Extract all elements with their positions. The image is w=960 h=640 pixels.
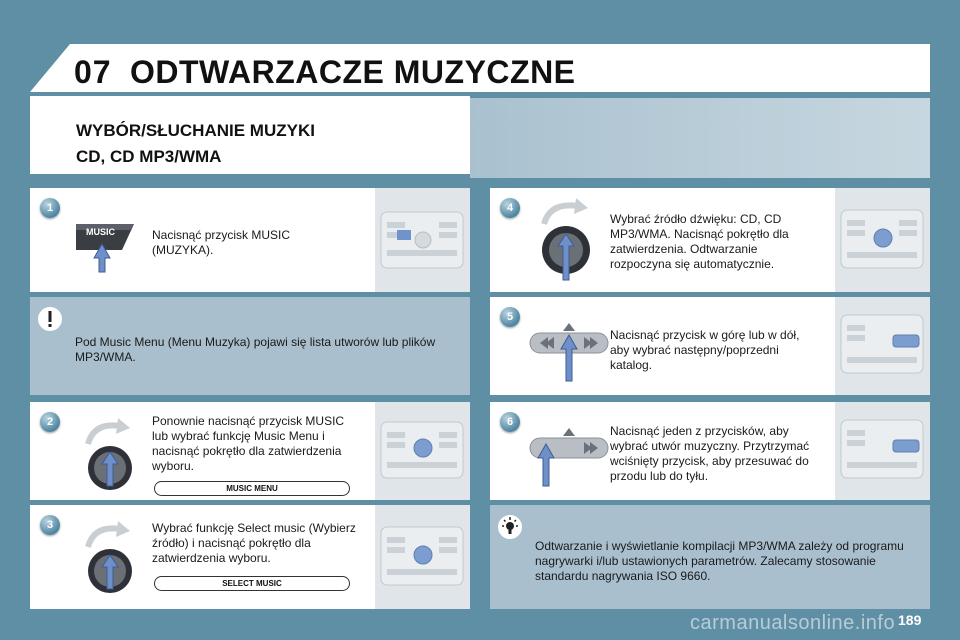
- step-6-radio-thumbnail: [835, 402, 930, 500]
- exclamation-icon: [36, 305, 64, 333]
- step-6-panel: [490, 402, 930, 500]
- rotary-knob-illustration: [80, 416, 140, 496]
- music-menu-label: MUSIC MENU: [154, 481, 350, 496]
- section-title-line2: CD, CD MP3/WMA: [76, 147, 222, 166]
- step-6-badge: 6: [500, 412, 520, 432]
- step-4-text: Wybrać źródło dźwięku: CD, CD MP3/WMA. Nacisnąć pokrętło dla zatwierdzenia. Odtwarzanie rozpoczyna się automatycznie.: [610, 212, 789, 271]
- step-2-text: Ponownie nacisnąć przycisk MUSIC lub wybrać funkcję Music Menu i nacisnąć pokrętło dla zatwierdzenia wyboru.: [152, 414, 345, 473]
- tip-note-text: Odtwarzanie i wyświetlanie kompilacji MP3/WMA zależy od programu nagrywarki i/lub ustawionych parametrów. Zalecamy stosowanie standardu nagrywania ISO 9660.: [535, 539, 904, 583]
- step-2-panel: [30, 402, 470, 500]
- step-3-panel: [30, 505, 470, 609]
- navigation-pad-illustration: [526, 424, 612, 490]
- rotary-knob-illustration: [80, 519, 140, 599]
- lightbulb-icon: [496, 513, 524, 541]
- select-music-label: SELECT MUSIC: [154, 576, 350, 591]
- tip-note-panel: [490, 505, 930, 609]
- section-title-line1: WYBÓR/SŁUCHANIE MUZYKI: [76, 121, 315, 140]
- watermark: carmanualsonline.info: [690, 612, 896, 634]
- section-title: [76, 118, 315, 170]
- header-fade: [470, 98, 930, 178]
- step-6-text: Nacisnąć jeden z przycisków, aby wybrać utwór muzyczny. Przytrzymać wciśnięty przycisk, aby przesuwać do przodu lub do tyłu.: [610, 424, 810, 483]
- step-1-text: Nacisnąć przycisk MUSIC (MUZYKA).: [152, 228, 291, 257]
- step-4-badge: 4: [500, 198, 520, 218]
- page-number: 189: [898, 612, 922, 628]
- navigation-pad-illustration: [526, 319, 612, 385]
- step-3-radio-thumbnail: [375, 505, 470, 609]
- step-1-radio-thumbnail: [375, 188, 470, 292]
- step-5-badge: 5: [500, 307, 520, 327]
- step-5-radio-thumbnail: [835, 297, 930, 395]
- step-5-panel: [490, 297, 930, 395]
- step-2-radio-thumbnail: [375, 402, 470, 500]
- step-3-text: Wybrać funkcję Select music (Wybierz źródło) i nacisnąć pokrętło dla zatwierdzenia wyboru.: [152, 521, 356, 565]
- rotary-knob-illustration: [536, 194, 600, 286]
- chapter-title: ODTWARZACZE MUZYCZNE: [130, 54, 576, 90]
- step-4-radio-thumbnail: [835, 188, 930, 292]
- warning-note-text: Pod Music Menu (Menu Muzyka) pojawi się lista utworów lub plików MP3/WMA.: [75, 335, 436, 364]
- chapter-number: 07: [74, 54, 112, 90]
- step-1-badge: 1: [40, 198, 60, 218]
- step-3-badge: 3: [40, 515, 60, 535]
- step-5-text: Nacisnąć przycisk w górę lub w dół, aby wybrać następny/poprzedni katalog.: [610, 328, 800, 372]
- music-button-label: MUSIC: [86, 227, 115, 237]
- step-4-panel: [490, 188, 930, 292]
- step-2-badge: 2: [40, 412, 60, 432]
- warning-note-panel: [30, 297, 470, 395]
- music-button-illustration: [74, 218, 146, 274]
- step-1-panel: [30, 188, 470, 292]
